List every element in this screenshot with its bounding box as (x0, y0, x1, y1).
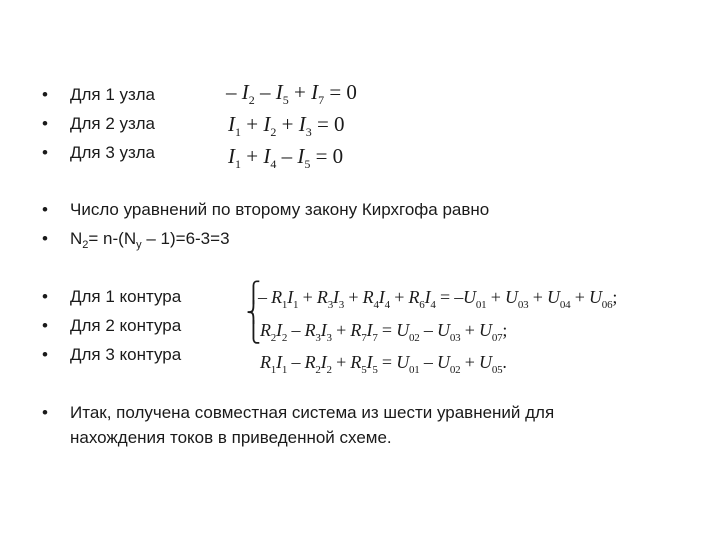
loop-1-label: Для 1 контура (70, 287, 182, 306)
system-brace-icon: ⎧ ⎨ ⎩ (246, 282, 261, 344)
node-3-label: Для 3 узла (70, 143, 156, 162)
bullet: • (42, 143, 48, 162)
node-3-equation: $I_1 + I_4 - I_5 = 0$ (228, 144, 344, 171)
bullet: • (42, 403, 48, 422)
bullet: • (42, 316, 48, 335)
bullet: • (42, 287, 48, 306)
kirchhoff-count-formula: $N_2= n-(N_y - 1)=6-3=3$ (70, 229, 230, 251)
loop-1-equation: – $R_1I_1 + R_3I_3 + R_4I_4 + R_6I_4 = -U_{01} + U_{03} + U_{04} + U_{06}$; (258, 287, 618, 311)
bullet: • (42, 85, 48, 104)
node-2-equation: $I_1 + I_2 + I_3 = 0$ (228, 112, 345, 139)
node-2-label: Для 2 узла (70, 114, 156, 133)
node-1-equation: – $I_2 - I_5 + I_7 = 0$ (226, 80, 357, 107)
conclusion-line-2: нахождения токов в приведенной схеме. (70, 428, 392, 447)
kirchhoff-count-text: Число уравнений по второму закону Кирхгофа равно (70, 200, 490, 219)
loop-2-label: Для 2 контура (70, 316, 182, 335)
bullet: • (42, 114, 48, 133)
node-1-label: Для 1 узла (70, 85, 156, 104)
loop-3-label: Для 3 контура (70, 345, 182, 364)
bullet: • (42, 229, 48, 248)
bullet: • (42, 200, 48, 219)
loop-2-equation: $R_2I_2 - R_3I_3 + R_7I_7 = U_{02} - U_{03} + U_{07}$; (260, 320, 508, 344)
loop-3-equation: $R_1I_1 - R_2I_2 + R_5I_5 = U_{01} - U_{02} + U_{05}$. (260, 352, 507, 376)
conclusion-line-1: Итак, получена совместная система из шести уравнений для (70, 403, 555, 422)
bullet: • (42, 345, 48, 364)
